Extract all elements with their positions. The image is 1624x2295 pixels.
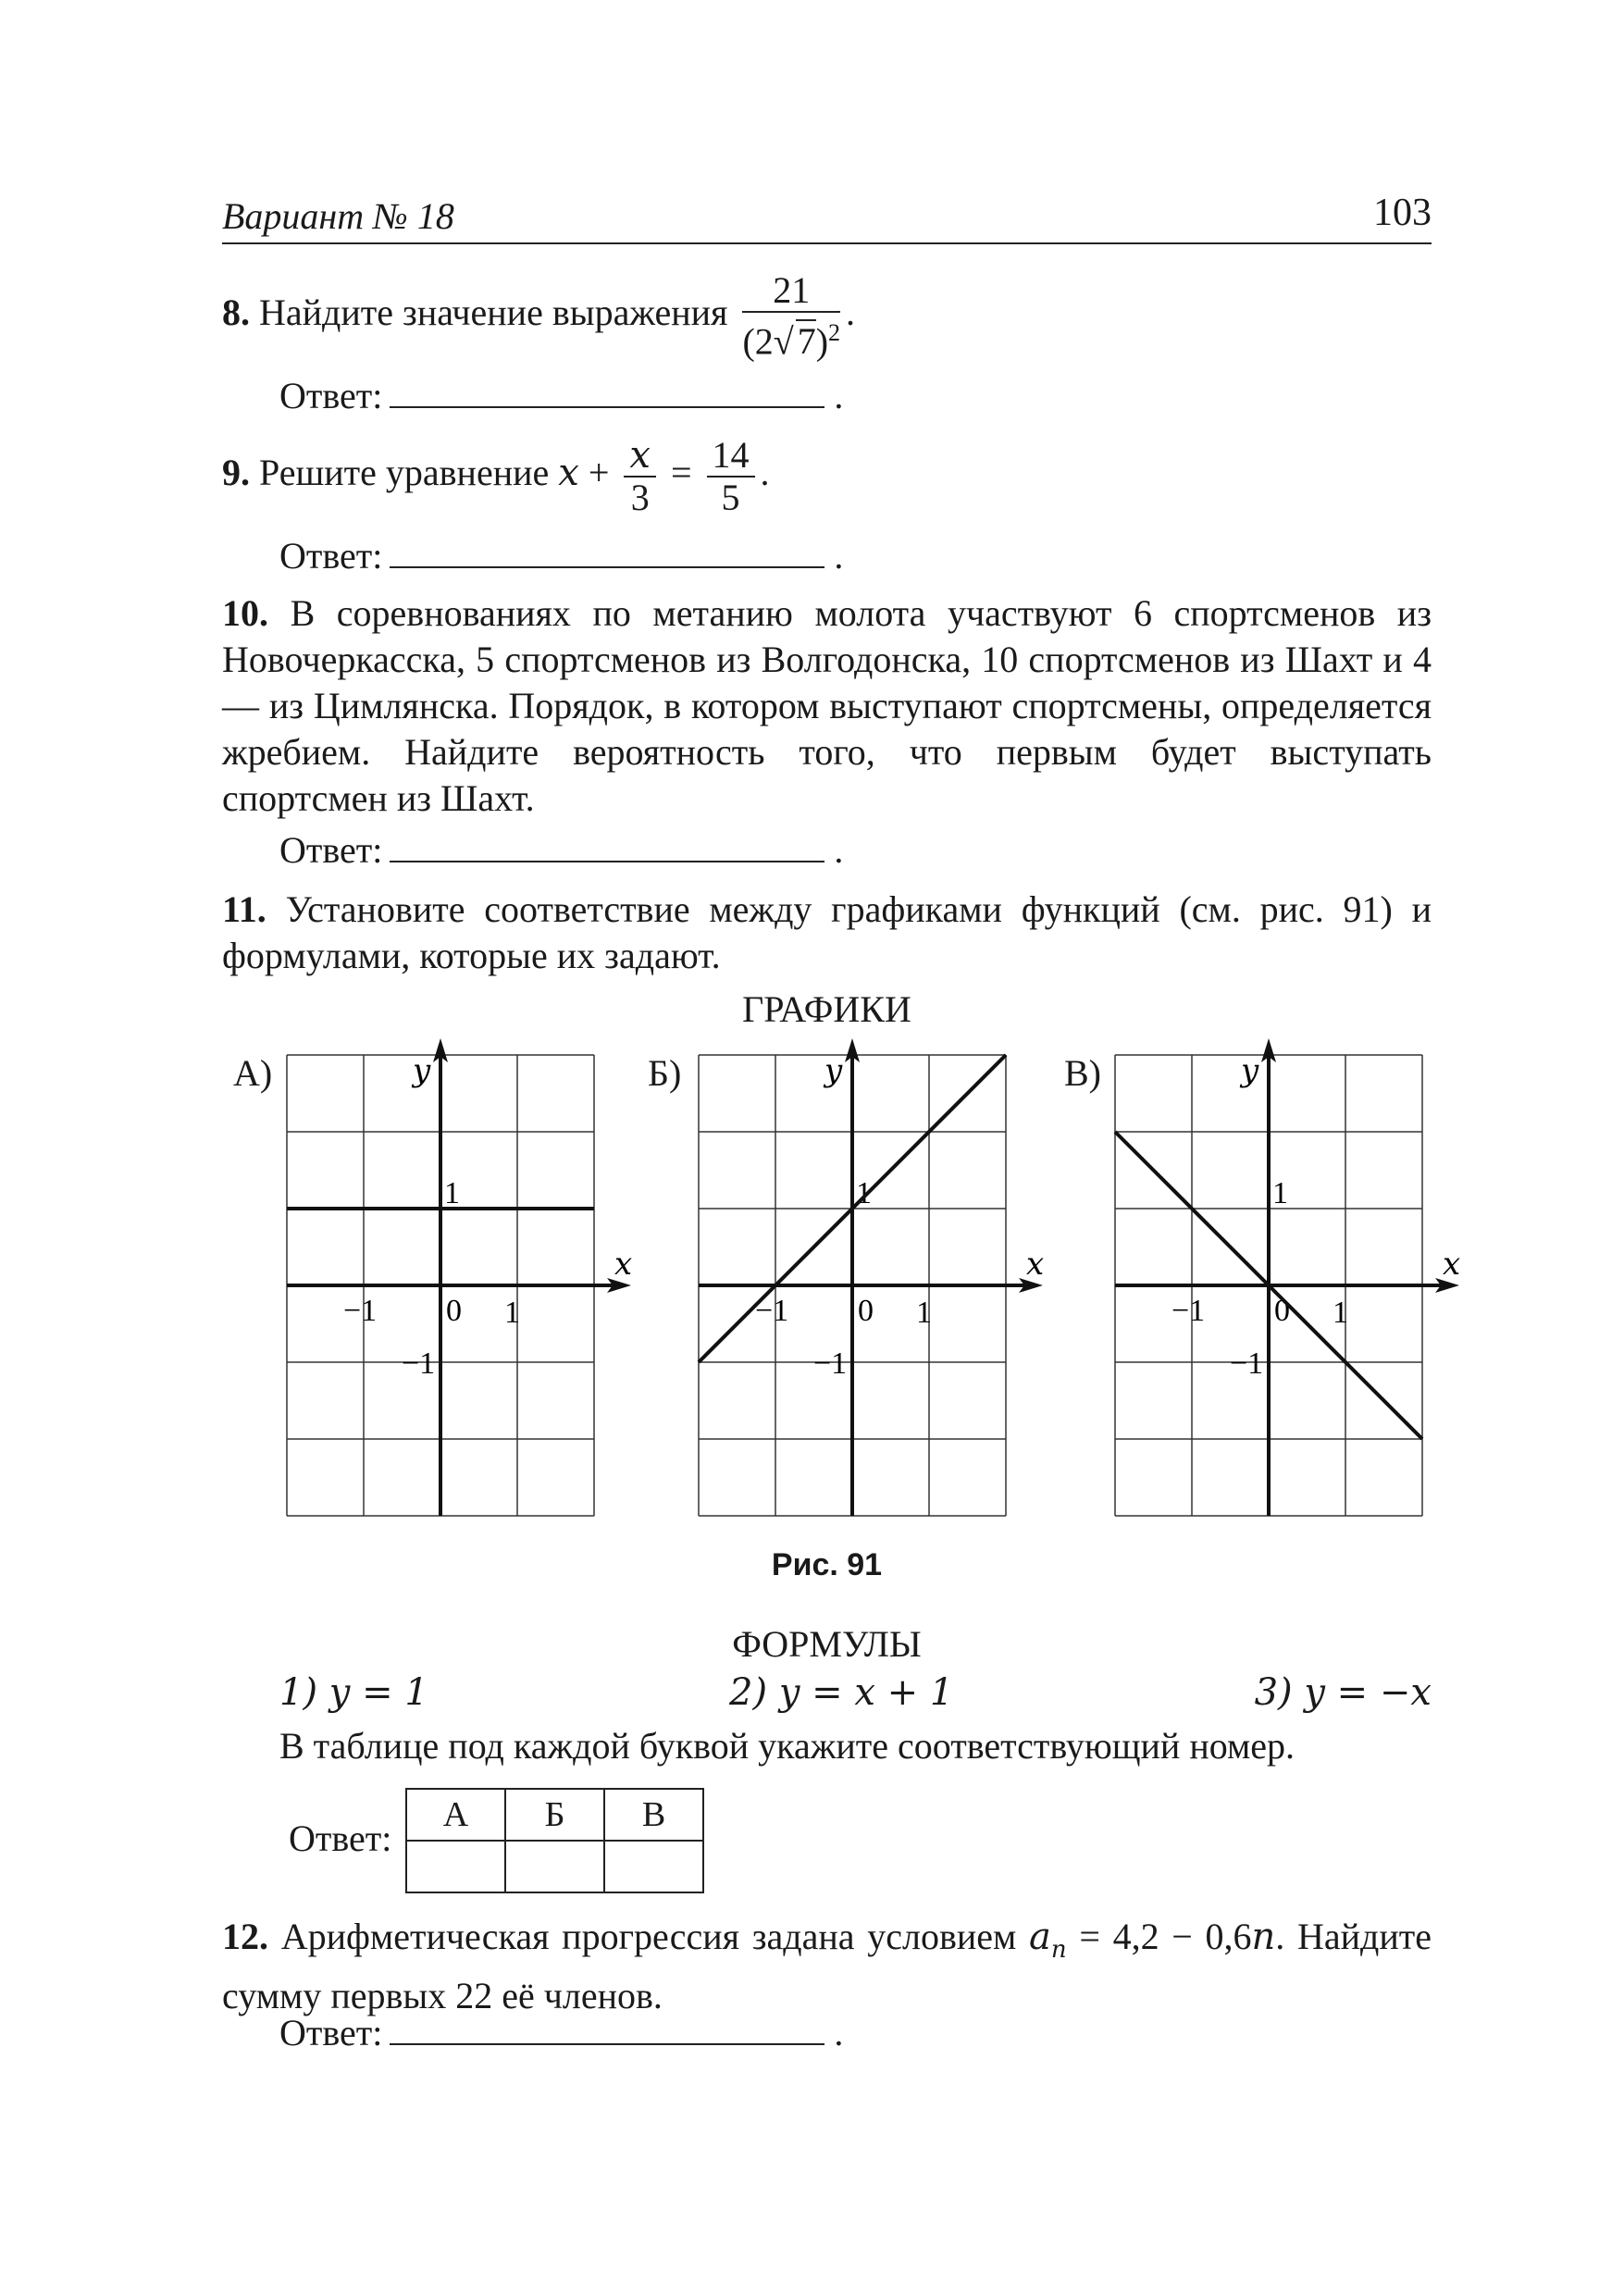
answer-label: Ответ: — [279, 375, 383, 416]
task-text: Решите уравнение — [259, 452, 550, 494]
fraction-x-over-3: $\frac{x}{3}$ — [624, 435, 656, 518]
answer-cell-a[interactable] — [406, 1841, 505, 1892]
y-axis-label: y — [413, 1052, 431, 1089]
y-axis-label: y — [1241, 1052, 1259, 1089]
graphs-heading: ГРАФИКИ — [742, 988, 911, 1030]
formula-3: 3) y = −x — [1254, 1671, 1432, 1714]
formula-1: 1) y = 1 — [279, 1671, 428, 1714]
figure-caption: Рис. 91 — [771, 1547, 883, 1582]
y-tick-label: 1 — [1272, 1176, 1288, 1210]
graph-b — [680, 1036, 1045, 1518]
formulas-list — [279, 1669, 1432, 1716]
answer-cell-b[interactable] — [505, 1841, 604, 1892]
answer-table-header: Б — [505, 1789, 604, 1841]
x-tick-label: −1 — [1172, 1294, 1206, 1328]
task-12: 12. Арифметическая прогрессия задана условием $a_n = 4,2 - 0,6n$. Найдите сумму первых 22 её членов. — [222, 1916, 1432, 2016]
y-axis-label: y — [824, 1052, 843, 1089]
graph-v-label: В) — [1064, 1052, 1101, 1094]
fraction-numerator: 21 — [742, 270, 840, 313]
task-text: Найдите значение выражения — [259, 291, 728, 333]
y-tick-label: 1 — [856, 1176, 872, 1210]
task-number: 8. — [222, 291, 250, 333]
x-tick-label: 1 — [1333, 1296, 1348, 1330]
x-tick-label: 1 — [916, 1296, 932, 1330]
x-axis-label: x — [1026, 1246, 1045, 1283]
task-11-instruction: В таблице под каждой буквой укажите соответствующий номер. — [279, 1725, 1295, 1767]
answer-blank[interactable] — [390, 2010, 824, 2045]
header-rule — [222, 242, 1432, 244]
task-9-answer: Ответ: . — [279, 535, 844, 577]
formula-2: 2) y = x + 1 — [729, 1671, 954, 1714]
graph-b-label: Б) — [648, 1052, 682, 1094]
task-number: 10. — [222, 592, 268, 634]
x-axis-label: x — [1443, 1246, 1461, 1283]
x-tick-label: −1 — [755, 1294, 789, 1328]
task-8: 8. Найдите значение выражения $\frac{21}{(2√ 7)^2}$ . — [222, 269, 856, 363]
graph-a — [268, 1036, 633, 1518]
task-9: 9. Решите уравнение x + $\frac{x}{3}$ = $\frac{14}{5}$ . — [222, 434, 770, 518]
answer-blank[interactable] — [390, 533, 824, 568]
task-12-answer: Ответ: . — [279, 2012, 844, 2053]
answer-label: Ответ: — [279, 829, 383, 871]
answer-table-header: А — [406, 1789, 505, 1841]
fraction-14-over-5: $\frac{14}{5}$ — [707, 435, 755, 518]
task-number: 12. — [222, 1916, 268, 1957]
y-tick-label: 1 — [444, 1176, 460, 1210]
answer-table — [405, 1788, 704, 1893]
task-text: В соревнованиях по метанию молота участвуют 6 спортсменов из Новочеркасска, 5 спортсменов из Волгодонска, 10 спортсменов из Шахт и 4 — из Цимлянска. Порядок, в котором выступают спортсмены, определяется жребием. Найдите вероятность того, что первым будет выступать спортсмен из Шахт. — [222, 592, 1432, 819]
x-axis-label: x — [614, 1246, 633, 1283]
fraction-expression — [742, 270, 840, 362]
task-number: 9. — [222, 452, 250, 494]
y-tick-label: −1 — [1230, 1346, 1264, 1381]
answer-cell-v[interactable] — [604, 1841, 703, 1892]
graph-v — [1097, 1036, 1461, 1518]
task-8-answer: Ответ: . — [279, 375, 844, 416]
y-tick-label: −1 — [402, 1346, 436, 1381]
answer-blank[interactable] — [390, 827, 824, 862]
task-text: Установите соответствие между графиками функций (см. рис. 91) и формулами, которые их задают. — [222, 888, 1432, 976]
origin-label: 0 — [858, 1294, 874, 1328]
task-number: 11. — [222, 888, 267, 930]
task-10-answer: Ответ: . — [279, 829, 844, 871]
origin-label: 0 — [446, 1294, 462, 1328]
running-header-title: Вариант № 18 — [222, 195, 454, 237]
answer-table-header: В — [604, 1789, 703, 1841]
fraction-denominator: (2√ 7)$^2$ — [742, 319, 841, 363]
origin-label: 0 — [1274, 1294, 1290, 1328]
graph-a-label: А) — [233, 1052, 273, 1094]
task-11 — [222, 887, 1432, 979]
page-number: 103 — [1373, 192, 1432, 234]
answer-label: Ответ: — [279, 2012, 383, 2053]
answer-blank[interactable] — [390, 373, 824, 408]
x-tick-label: 1 — [504, 1296, 520, 1330]
formulas-heading: ФОРМУЛЫ — [732, 1623, 922, 1665]
x-tick-label: −1 — [343, 1294, 378, 1328]
answer-label: Ответ: — [279, 535, 383, 577]
answer-label: Ответ: — [289, 1817, 392, 1859]
y-tick-label: −1 — [813, 1346, 848, 1381]
task-10 — [222, 590, 1432, 822]
